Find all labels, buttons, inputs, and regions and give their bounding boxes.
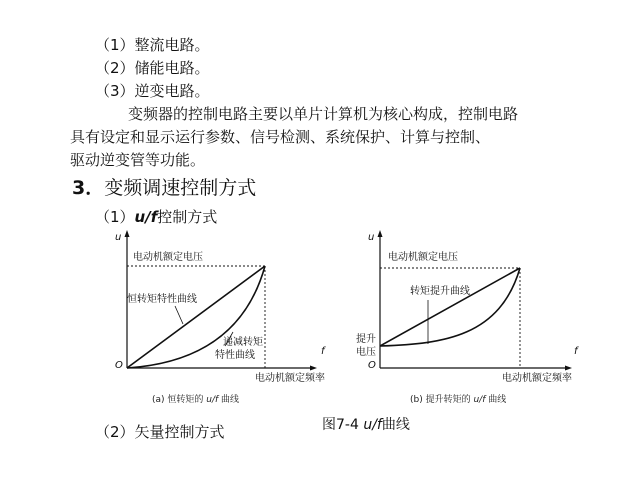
- subsection-1: [95, 207, 217, 227]
- section-heading: [72, 176, 256, 200]
- figure-caption-prefix: 图7-4: [322, 417, 364, 433]
- section-number: 3．: [72, 177, 105, 199]
- right-caption-prefix: (b) 提升转矩的: [410, 395, 474, 405]
- right-x-arrow: [565, 366, 572, 371]
- right-rated-voltage-label: 电动机额定电压: [388, 252, 458, 263]
- list-item-2: （2）储能电路。: [95, 59, 210, 77]
- left-axis-y-label: u: [115, 232, 122, 243]
- right-figure-caption: [410, 392, 506, 405]
- left-figure-caption: [152, 392, 239, 405]
- left-x-arrow: [310, 366, 317, 371]
- right-boost-label-2: 电压: [356, 347, 376, 358]
- figure-right: [350, 228, 585, 388]
- right-caption-uf: u/f: [473, 395, 486, 405]
- right-caption-suffix: 曲线: [485, 395, 507, 405]
- left-rated-voltage-label: 电动机额定电压: [133, 252, 203, 263]
- subsection-1-uf: u/f: [134, 208, 158, 226]
- figure-caption-uf: u/f: [363, 417, 382, 433]
- left-curve2-label-1: 递减转矩: [223, 337, 263, 348]
- right-rated-freq-label: 电动机额定频率: [502, 373, 572, 384]
- left-curve2-label-2: 特性曲线: [215, 350, 255, 361]
- right-axis-x-label: f: [574, 346, 578, 357]
- right-curve-label: 转矩提升曲线: [410, 286, 470, 297]
- right-axis-y-label: u: [368, 232, 375, 243]
- section-title: 变频调速控制方式: [104, 177, 257, 199]
- list-item-3: （3）逆变电路。: [95, 82, 210, 100]
- list-item-1: （1）整流电路。: [95, 36, 210, 54]
- left-caption-suffix: 曲线: [218, 395, 240, 405]
- subsection-1-prefix: （1）: [95, 208, 135, 226]
- left-caption-uf: u/f: [206, 395, 219, 405]
- subsection-2: （2）矢量控制方式: [95, 423, 225, 441]
- subsection-1-suffix: 控制方式: [157, 208, 218, 226]
- figure-left: [105, 228, 335, 388]
- paragraph-line-2: 具有设定和显示运行参数、信号检测、系统保护、计算与控制、: [70, 128, 491, 146]
- right-boost-label-1: 提升: [356, 334, 376, 345]
- paragraph-line-1: 变频器的控制电路主要以单片计算机为核心构成，控制电路: [128, 105, 519, 123]
- figure-caption: [322, 414, 410, 434]
- left-curve1-leader: [175, 306, 183, 324]
- right-origin-label: O: [368, 360, 376, 371]
- left-caption-prefix: (a) 恒转矩的: [152, 395, 207, 405]
- left-axis-x-label: f: [321, 346, 325, 357]
- left-y-arrow: [125, 230, 130, 237]
- figure-caption-suffix: 曲线: [381, 417, 410, 433]
- right-y-arrow: [378, 230, 383, 237]
- left-origin-label: O: [115, 360, 123, 371]
- left-curve1-label: 恒转矩特性曲线: [127, 294, 197, 305]
- left-rated-freq-label: 电动机额定频率: [255, 373, 325, 384]
- paragraph-line-3: 驱动逆变管等功能。: [70, 151, 206, 169]
